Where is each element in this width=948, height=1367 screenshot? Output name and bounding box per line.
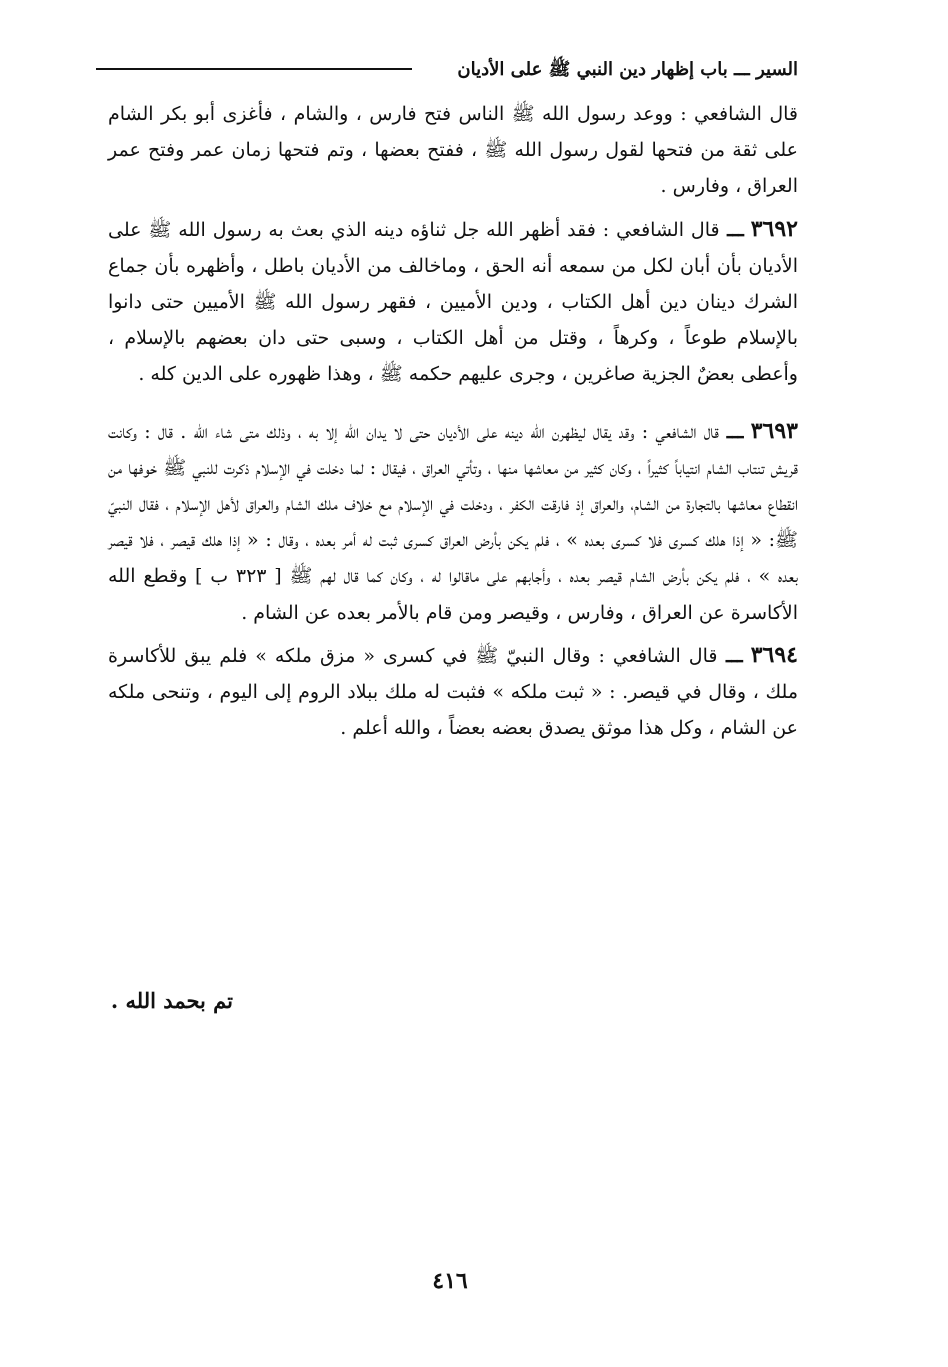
paragraph-number: ٣٦٩٤ <box>750 641 798 668</box>
paragraph-dash: ـــ <box>719 218 744 241</box>
paragraph-text: قال الشافعي : وقال النبيّ ﷺ في كسرى « مزق ملكه » فلم يبق للأكاسرة ملك ، وقال في قيصر. : « ثبت ملكه » فثبت له ملك ببلاد الروم إلى اليوم ، وتنحى ملكه عن الشام ، وكل هذا موثق يصدق بعضه بعضاً ، والله أعلم . <box>108 644 798 740</box>
paragraph-3694 <box>108 637 798 747</box>
header-rule <box>96 68 412 70</box>
body-text <box>108 96 798 746</box>
page-number: ٤١٦ <box>432 1268 468 1294</box>
paragraph-3693 <box>108 413 798 631</box>
running-header: السير ـــ باب إظهار دين النبي ﷺ على الأديان <box>457 59 798 80</box>
paragraph-dash: ـــ <box>717 644 743 667</box>
paragraph-3692 <box>108 211 798 393</box>
paragraph-number: ٣٦٩٣ <box>750 417 798 444</box>
closing-line: تم بحمد الله . <box>110 988 233 1013</box>
paragraph-number: ٣٦٩٢ <box>750 215 798 242</box>
paragraph-text: قال الشافعي : وقد يقال ليظهرن الله دينه على الأديان حتى لا يدان الله إلا به ، وذلك متى شاء الله . قال : وكانت قريش تنتاب الشام انتياباً كثيراً ، وكان كثير من معاشها منها ، وتأتي العراق ، فيقال : لما دخلت في الإسلام ذكرت للنبي ﷺ خوفها من انقطاع معاشها بالتجارة من الشام، والعراق إذ فارقت الكفر ، ودخلت في الإسلام مع خلاف ملك الشام والعراق لأهل الإسلام ، فقال النبيّ ﷺ: « إذا هلك كسرى فلا كسرى بعده » ، فلم يكن بأرض العراق كسرى ثبت له أمر بعده ، وقال : « إذا هلك قيصر ، فلا قيصر بعده » ، فلم يكن بأرض الشام قيصر بعده ، وأجابهم على ماقالوا له ، وكان كما قال لهم ﷺ [ ٣٢٣ ب ] وقطع الله الأكاسرة عن العراق ، وفارس ، وقيصر ومن قام بالأمر بعده عن الشام . <box>108 420 798 624</box>
paragraph-intro <box>108 96 798 205</box>
paragraph-text: قال الشافعي : فقد أظهر الله جل ثناؤه دينه الذي بعث به رسول الله ﷺ على الأديان بأن أبان لكل من سمعه أنه الحق ، وماخالف من الأديان باطل ، وأظهره بأن جماع الشرك دينان دين أهل الكتاب ، ودين الأميين ، فقهر رسول الله ﷺ الأميين حتى دانوا بالإسلام طوعاً ، وكرهاً ، وقتل من أهل الكتاب ، وسبى حتى دان بعضهم بالإسلام ، وأعطى بعضٌ الجزية صاغرين ، وجرى عليهم حكمه ﷺ ، وهذا ظهوره على الدين كله . <box>108 218 798 386</box>
paragraph-dash: ـــ <box>718 420 744 443</box>
paragraph-text: قال الشافعي : ووعد رسول الله ﷺ الناس فتح فارس ، والشام ، فأغزى أبو بكر الشام على ثقة من فتحها لقول رسول الله ﷺ ، ففتح بعضها ، وتم فتحها زمان عمر وفتح عمر العراق ، وفارس . <box>108 103 798 198</box>
